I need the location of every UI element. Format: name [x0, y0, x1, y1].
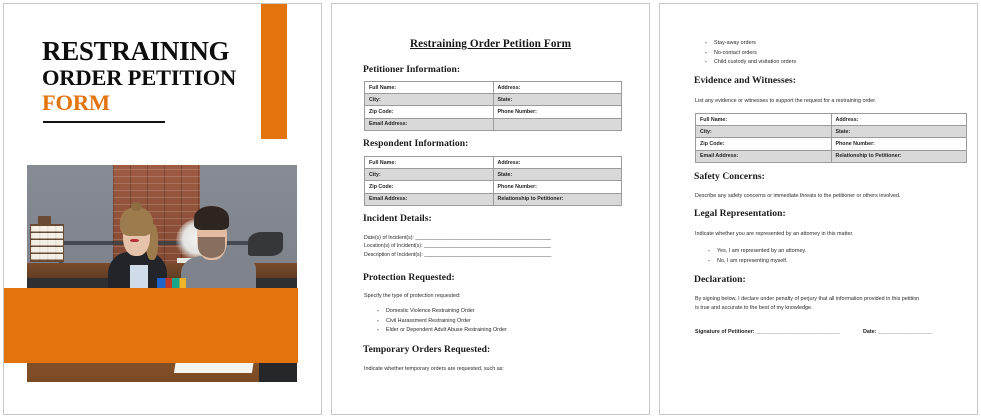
list-item[interactable]: - Child custody and visitation orders — [714, 58, 978, 68]
section-heading-safety-concerns: Safety Concerns: — [694, 171, 765, 182]
cell-zip-code: Zip Code: — [365, 181, 494, 193]
list-item[interactable]: - Yes, I am represented by an attorney. — [717, 247, 978, 257]
table-row — [696, 114, 967, 126]
field-date-of-incident[interactable]: Date(s) of Incident(s): _______________________________________________ — [364, 235, 551, 241]
cover-title-line-2: ORDER PETITION — [42, 65, 237, 90]
table-row — [365, 193, 622, 205]
form-page-2 — [331, 3, 650, 415]
protection-intro-text: Specify the type of protection requested: — [364, 293, 461, 299]
cover-page — [3, 3, 322, 415]
cell-city: City: — [696, 126, 832, 138]
cell-relationship: Relationship to Petitioner: — [831, 150, 967, 162]
photo-pipe — [54, 241, 270, 245]
evidence-witness-table — [695, 113, 967, 163]
table-row — [365, 181, 622, 193]
table-row — [365, 106, 622, 118]
field-description-of-incident[interactable]: Description of Incident(s): ____________________________________________ — [364, 251, 552, 258]
cell-state: State: — [493, 94, 622, 106]
table-row — [365, 94, 622, 106]
temporary-orders-intro-text: Indicate whether temporary orders are requested, such as: — [364, 366, 504, 372]
photo-man-hair — [194, 206, 229, 230]
respondent-information-table — [364, 156, 622, 206]
cell-zip-code: Zip Code: — [365, 106, 494, 118]
signature-field[interactable]: Signature of Petitioner: ____________________________ — [695, 329, 841, 335]
cell-zip-code: Zip Code: — [696, 138, 832, 150]
list-item[interactable]: - No-contact orders — [714, 49, 978, 59]
photo-woman-hair — [120, 207, 152, 235]
form-page-3 — [659, 3, 978, 415]
photo-dark-statue — [248, 232, 283, 256]
safety-concerns-intro-text: Describe any safety concerns or immediate threats to the petitioner or others involved. — [695, 193, 901, 199]
cover-divider-rule — [43, 121, 165, 123]
cell-full-name: Full Name: — [696, 114, 832, 126]
declaration-body — [695, 295, 957, 313]
table-row — [365, 169, 622, 181]
protection-options-list — [364, 307, 650, 336]
cell-phone-number: Phone Number: — [831, 138, 967, 150]
page-title: Restraining Order Petition Form — [409, 38, 572, 50]
cell-relationship: Relationship to Petitioner: — [493, 193, 622, 205]
cover-accent-bar — [261, 4, 287, 139]
table-row — [365, 82, 622, 94]
section-heading-declaration: Declaration: — [694, 274, 746, 285]
section-heading-temporary-orders: Temporary Orders Requested: — [363, 344, 491, 355]
cell-phone-number: Phone Number: — [493, 181, 622, 193]
cell-email-address: Email Address: — [696, 150, 832, 162]
table-row — [365, 157, 622, 169]
cover-title-line-3: FORM — [42, 90, 110, 115]
table-row — [696, 138, 967, 150]
date-field[interactable]: Date: __________________ — [863, 329, 932, 335]
evidence-intro-text: List any evidence or witnesses to support the request for a restraining order. — [695, 98, 877, 104]
photo-woman-lips — [130, 239, 139, 242]
incident-detail-fields — [364, 234, 629, 259]
cell-phone-number: Phone Number: — [493, 106, 622, 118]
photo-paper-lamp — [30, 224, 64, 263]
cell-full-name: Full Name: — [365, 157, 494, 169]
cell-address: Address: — [493, 82, 622, 94]
legal-representation-intro-text: Indicate whether you are represented by an attorney in this matter. — [695, 231, 854, 237]
list-item[interactable]: - Elder or Dependent Adult Abuse Restraining Order — [386, 326, 650, 336]
cell-full-name: Full Name: — [365, 82, 494, 94]
cell-city: City: — [365, 169, 494, 181]
cell-address: Address: — [493, 157, 622, 169]
cell-state: State: — [831, 126, 967, 138]
section-heading-respondent: Respondent Information: — [363, 138, 469, 149]
section-heading-protection-requested: Protection Requested: — [363, 272, 455, 283]
cover-orange-band — [4, 288, 298, 363]
section-heading-petitioner: Petitioner Information: — [363, 64, 461, 75]
temporary-orders-options-list — [692, 39, 978, 68]
petitioner-information-table — [364, 81, 622, 131]
field-location-of-incident[interactable]: Location(s) of Incident(s): ____________________________________________ — [364, 243, 551, 250]
list-item[interactable]: - Domestic Violence Restraining Order — [386, 307, 650, 317]
section-heading-incident-details: Incident Details: — [363, 213, 432, 224]
cover-title-block — [42, 37, 257, 115]
cell-email-address: Email Address: — [365, 193, 494, 205]
section-heading-legal-representation: Legal Representation: — [694, 208, 786, 219]
cell-state: State: — [493, 169, 622, 181]
legal-representation-options-list — [695, 247, 978, 266]
list-item[interactable]: - No, I am representing myself. — [717, 257, 978, 267]
list-item[interactable]: - Stay-away orders — [714, 39, 978, 49]
declaration-line-1: By signing below, I declare under penalty of perjury that all information provided in this petition — [695, 296, 920, 302]
cover-title-line-1: RESTRAINING — [42, 36, 230, 66]
cell-address: Address: — [831, 114, 967, 126]
table-row — [696, 150, 967, 162]
cell-city: City: — [365, 94, 494, 106]
table-row — [696, 126, 967, 138]
photo-woman-bun — [131, 202, 142, 211]
list-item[interactable]: - Civil Harassment Restraining Order — [386, 317, 650, 327]
cell-empty — [493, 118, 622, 130]
declaration-line-2: is true and accurate to the best of my knowledge. — [695, 305, 813, 311]
cell-email-address: Email Address: — [365, 118, 494, 130]
section-heading-evidence-and-witnesses: Evidence and Witnesses: — [694, 75, 797, 86]
table-row — [365, 118, 622, 130]
